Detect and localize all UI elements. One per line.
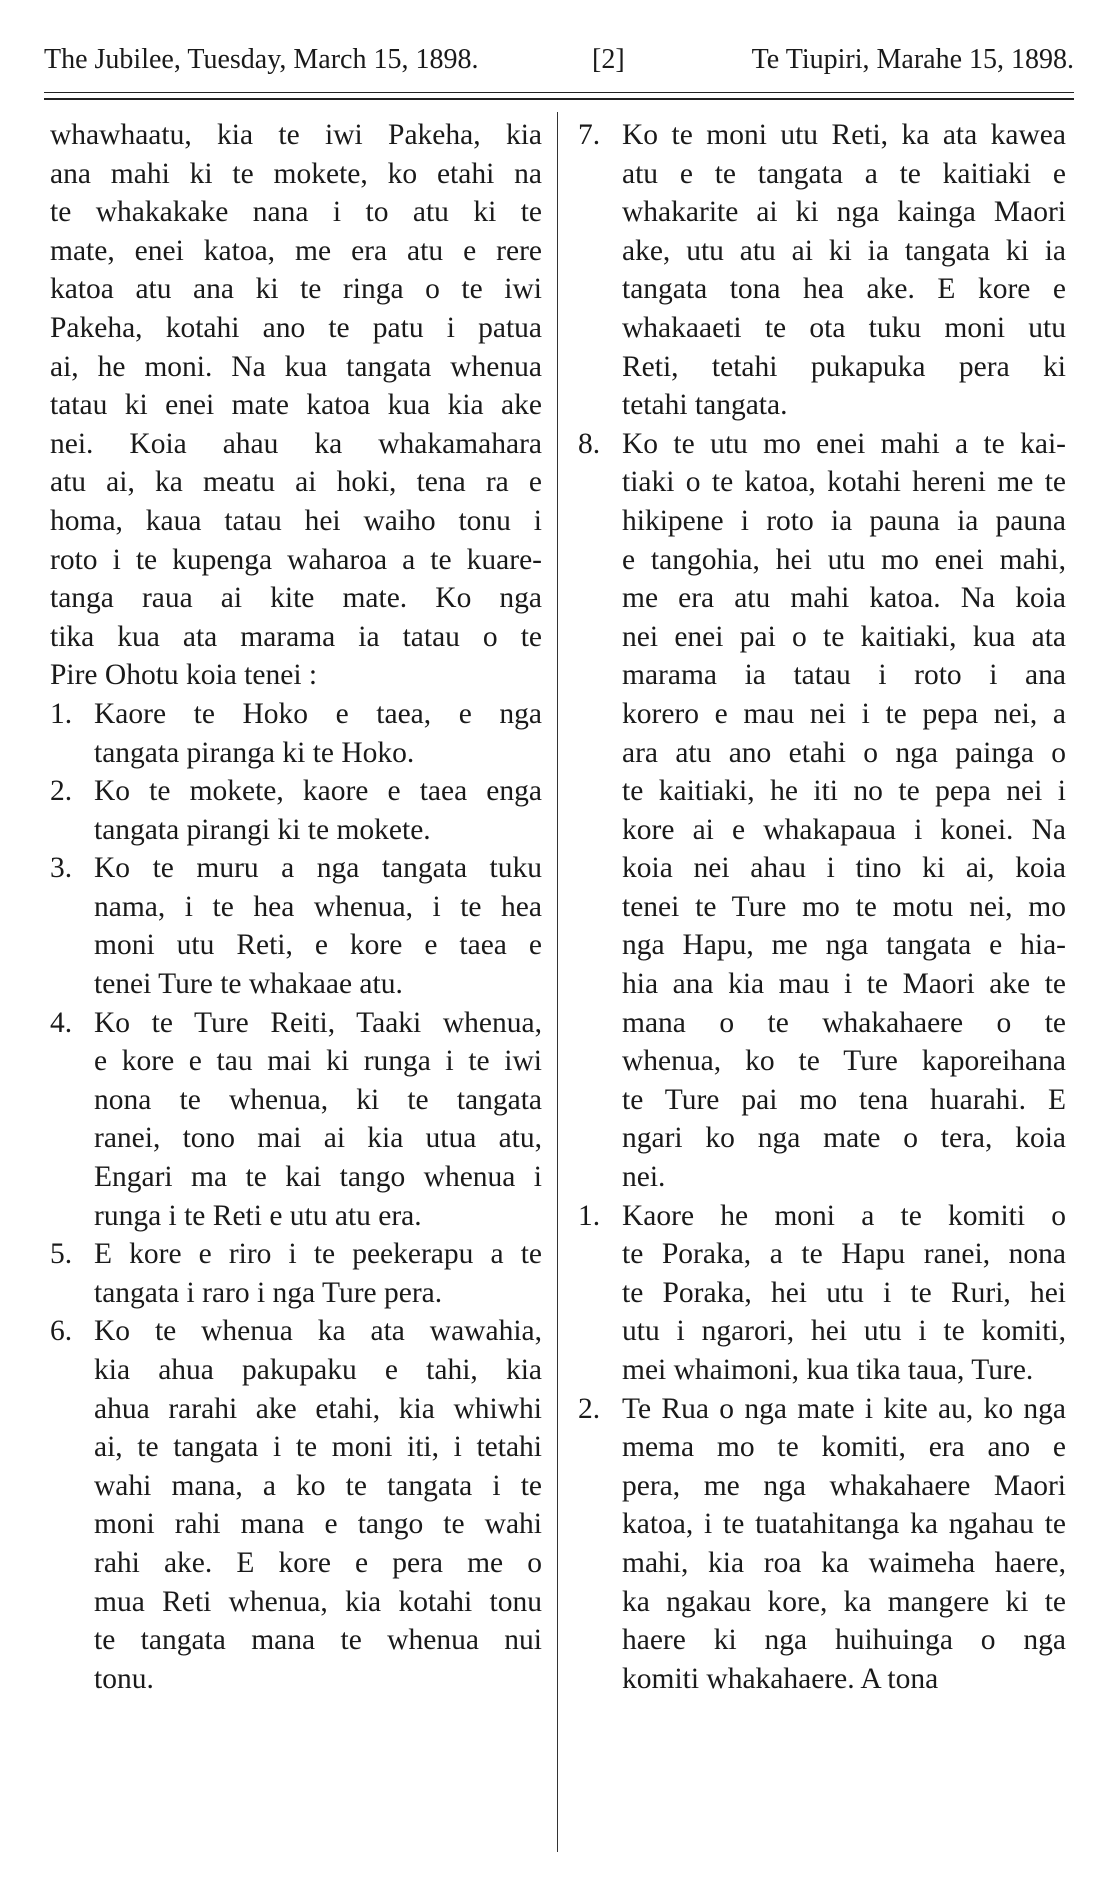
text-line: koia nei ahau i tino ki ai, koia	[622, 852, 1066, 885]
page-number: [2]	[592, 44, 625, 75]
right-column	[578, 116, 1066, 1698]
text-line: Kaore he moni a te komiti o	[622, 1199, 1066, 1232]
text-line: te Poraka, a te Hapu ranei, nona	[622, 1238, 1066, 1271]
text-line: tatau ki enei mate katoa kua kia ake	[50, 389, 542, 422]
text-line: e tangohia, hei utu mo enei mahi,	[622, 543, 1066, 576]
list-item	[50, 1235, 542, 1312]
text-line: ranei, tono mai ai kia utua atu,	[94, 1122, 542, 1155]
text-line: tangata pirangi ki te mokete.	[94, 813, 431, 846]
text-line: mema mo te komiti, era ano e	[622, 1431, 1066, 1464]
text-line: nama, i te hea whenua, i te hea	[94, 890, 542, 923]
text-line: nei enei pai o te kaitiaki, kua ata	[622, 620, 1066, 653]
item-number: 2.	[578, 1392, 601, 1425]
text-line: nei.	[622, 1161, 666, 1194]
text-line: kia ahua pakupaku e tahi, kia	[94, 1354, 542, 1386]
text-line: Ko te muru a nga tangata tuku	[94, 852, 542, 885]
list-item	[50, 772, 542, 849]
text-line: ake, utu atu ai ki ia tangata ki ia	[622, 234, 1066, 267]
text-line: whakarite ai ki nga kainga Maori	[622, 196, 1066, 229]
header-maori-date: Te Tiupiri, Marahe 15, 1898.	[751, 44, 1074, 75]
text-line: Ko te mokete, kaore e taea enga	[94, 775, 542, 808]
text-line: ahua rarahi ake etahi, kia whiwhi	[94, 1392, 542, 1425]
text-line: E kore e riro i te peekerapu a te	[94, 1238, 542, 1271]
text-line: wahi mana, a ko te tangata i te	[94, 1469, 542, 1502]
text-line: roto i te kupenga waharoa a te kuare-	[50, 543, 542, 576]
text-line: tangata piranga ki te Hoko.	[94, 736, 415, 769]
text-line: mei whaimoni, kua tika taua, Ture.	[622, 1354, 1034, 1386]
text-line: nei. Koia ahau ka whakamahara	[50, 427, 542, 460]
text-line: tenei te Ture mo te motu nei, mo	[622, 890, 1066, 923]
item-number: 1.	[578, 1199, 601, 1232]
item-number: 5.	[50, 1238, 73, 1271]
text-line: nona te whenua, ki te tangata	[94, 1083, 542, 1116]
text-line: Engari ma te kai tango whenua i	[94, 1161, 542, 1194]
text-line: komiti whakahaere. A tona	[622, 1662, 939, 1695]
item-number: 1.	[50, 697, 73, 730]
text-line: Pakeha, kotahi ano te patu i patua	[50, 311, 542, 344]
text-line: Ko te utu mo enei mahi a te kai-	[622, 427, 1066, 460]
text-line: tenei Ture te whakaae atu.	[94, 968, 403, 1001]
list-item	[50, 849, 542, 1003]
text-line: mahi, kia roa ka waimeha haere,	[622, 1546, 1066, 1579]
text-line: tangata i raro i nga Ture pera.	[94, 1276, 443, 1309]
column-divider	[557, 112, 558, 1852]
text-line: tonu.	[94, 1662, 154, 1695]
text-line: atu ai, ka meatu ai hoki, tena ra e	[50, 466, 542, 499]
text-line: e kore e tau mai ki runga i te iwi	[94, 1045, 542, 1078]
item-number: 3.	[50, 852, 73, 885]
list-item	[578, 425, 1066, 1197]
text-line: moni utu Reti, e kore e taea e	[94, 929, 542, 962]
text-line: whakaaeti te ota tuku moni utu	[622, 311, 1066, 344]
text-line: mana o te whakahaere o te	[622, 1006, 1066, 1039]
text-line: hia ana kia mau i te Maori ake te	[622, 968, 1066, 1001]
text-line: whenua, ko te Ture kaporeihana	[622, 1045, 1066, 1078]
text-line: katoa atu ana ki te ringa o te iwi	[50, 273, 542, 306]
list-item	[578, 1197, 1066, 1390]
text-line: Ko te Ture Reiti, Taaki whenua,	[94, 1006, 542, 1039]
text-line: te tangata mana te whenua nui	[94, 1624, 542, 1657]
text-line: rahi ake. E kore e pera me o	[94, 1546, 542, 1579]
text-line: tanga raua ai kite mate. Ko nga	[50, 582, 542, 615]
text-line: te Ture pai mo tena huarahi. E	[622, 1083, 1066, 1116]
text-line: nga Hapu, me nga tangata e hia-	[622, 929, 1066, 962]
list-item	[50, 695, 542, 772]
text-line: ana mahi ki te mokete, ko etahi na	[50, 157, 542, 190]
text-line: te kaitiaki, he iti no te pepa nei i	[622, 775, 1066, 808]
item-number: 4.	[50, 1006, 73, 1039]
text-line: mua Reti whenua, kia kotahi tonu	[94, 1585, 542, 1618]
text-line: utu i ngarori, hei utu i te komiti,	[622, 1315, 1066, 1348]
list-item	[50, 1004, 542, 1236]
text-line: ai, te tangata i te moni iti, i tetahi	[94, 1431, 542, 1464]
text-line: katoa, i te tuatahitanga ka ngahau te	[622, 1508, 1066, 1541]
text-line: moni rahi mana e tango te wahi	[94, 1508, 542, 1541]
text-line: kore ai e whakapaua i konei. Na	[622, 813, 1066, 846]
header-english-date: The Jubilee, Tuesday, March 15, 1898.	[44, 44, 479, 75]
header-rule-thin	[44, 92, 1074, 93]
text-line: Ko te whenua ka ata wawahia,	[94, 1315, 542, 1348]
page-header	[44, 40, 1074, 80]
text-line: tika kua ata marama ia tatau o te	[50, 620, 542, 653]
text-line: te Poraka, hei utu i te Ruri, hei	[622, 1276, 1066, 1309]
text-line: Kaore te Hoko e taea, e nga	[94, 697, 542, 730]
header-rule-thick	[44, 98, 1074, 100]
text-line: Reti, tetahi pukapuka pera ki	[622, 350, 1066, 383]
item-number: 7.	[578, 119, 601, 151]
text-line: te whakakake nana i to atu ki te	[50, 196, 542, 229]
text-line: haere ki nga huihuinga o nga	[622, 1624, 1066, 1657]
text-line: ngari ko nga mate o tera, koia	[622, 1122, 1066, 1155]
text-line: ara atu ano etahi o nga painga o	[622, 736, 1066, 769]
text-line: me era atu mahi katoa. Na koia	[622, 582, 1066, 615]
list-item	[578, 1390, 1066, 1699]
text-line: hikipene i roto ia pauna ia pauna	[622, 504, 1066, 537]
item-number: 6.	[50, 1315, 73, 1348]
text-line: marama ia tatau i roto i ana	[622, 659, 1066, 692]
text-line: ka ngakau kore, ka mangere ki te	[622, 1585, 1066, 1618]
text-line: whawhaatu, kia te iwi Pakeha, kia	[50, 119, 542, 151]
text-line: korero e mau nei i te pepa nei, a	[622, 697, 1066, 730]
text-line: tiaki o te katoa, kotahi hereni me te	[622, 466, 1066, 499]
text-line: Pire Ohotu koia tenei :	[50, 659, 318, 692]
text-line: tetahi tangata.	[622, 389, 788, 422]
text-line: Ko te moni utu Reti, ka ata kawea	[622, 119, 1066, 151]
item-number: 8.	[578, 427, 601, 460]
text-line: atu e te tangata a te kaitiaki e	[622, 157, 1066, 190]
text-line: mate, enei katoa, me era atu e rere	[50, 234, 542, 267]
text-line: ai, he moni. Na kua tangata whenua	[50, 350, 542, 383]
item-number: 2.	[50, 775, 73, 808]
list-item	[578, 116, 1066, 425]
left-column	[50, 116, 542, 1698]
text-line: pera, me nga whakahaere Maori	[622, 1469, 1066, 1502]
list-item	[50, 1312, 542, 1698]
text-line: tangata tona hea ake. E kore e	[622, 273, 1066, 306]
text-line: runga i te Reti e utu atu era.	[94, 1199, 422, 1232]
text-line: Te Rua o nga mate i kite au, ko nga	[622, 1392, 1066, 1425]
text-line: homa, kaua tatau hei waiho tonu i	[50, 504, 542, 537]
